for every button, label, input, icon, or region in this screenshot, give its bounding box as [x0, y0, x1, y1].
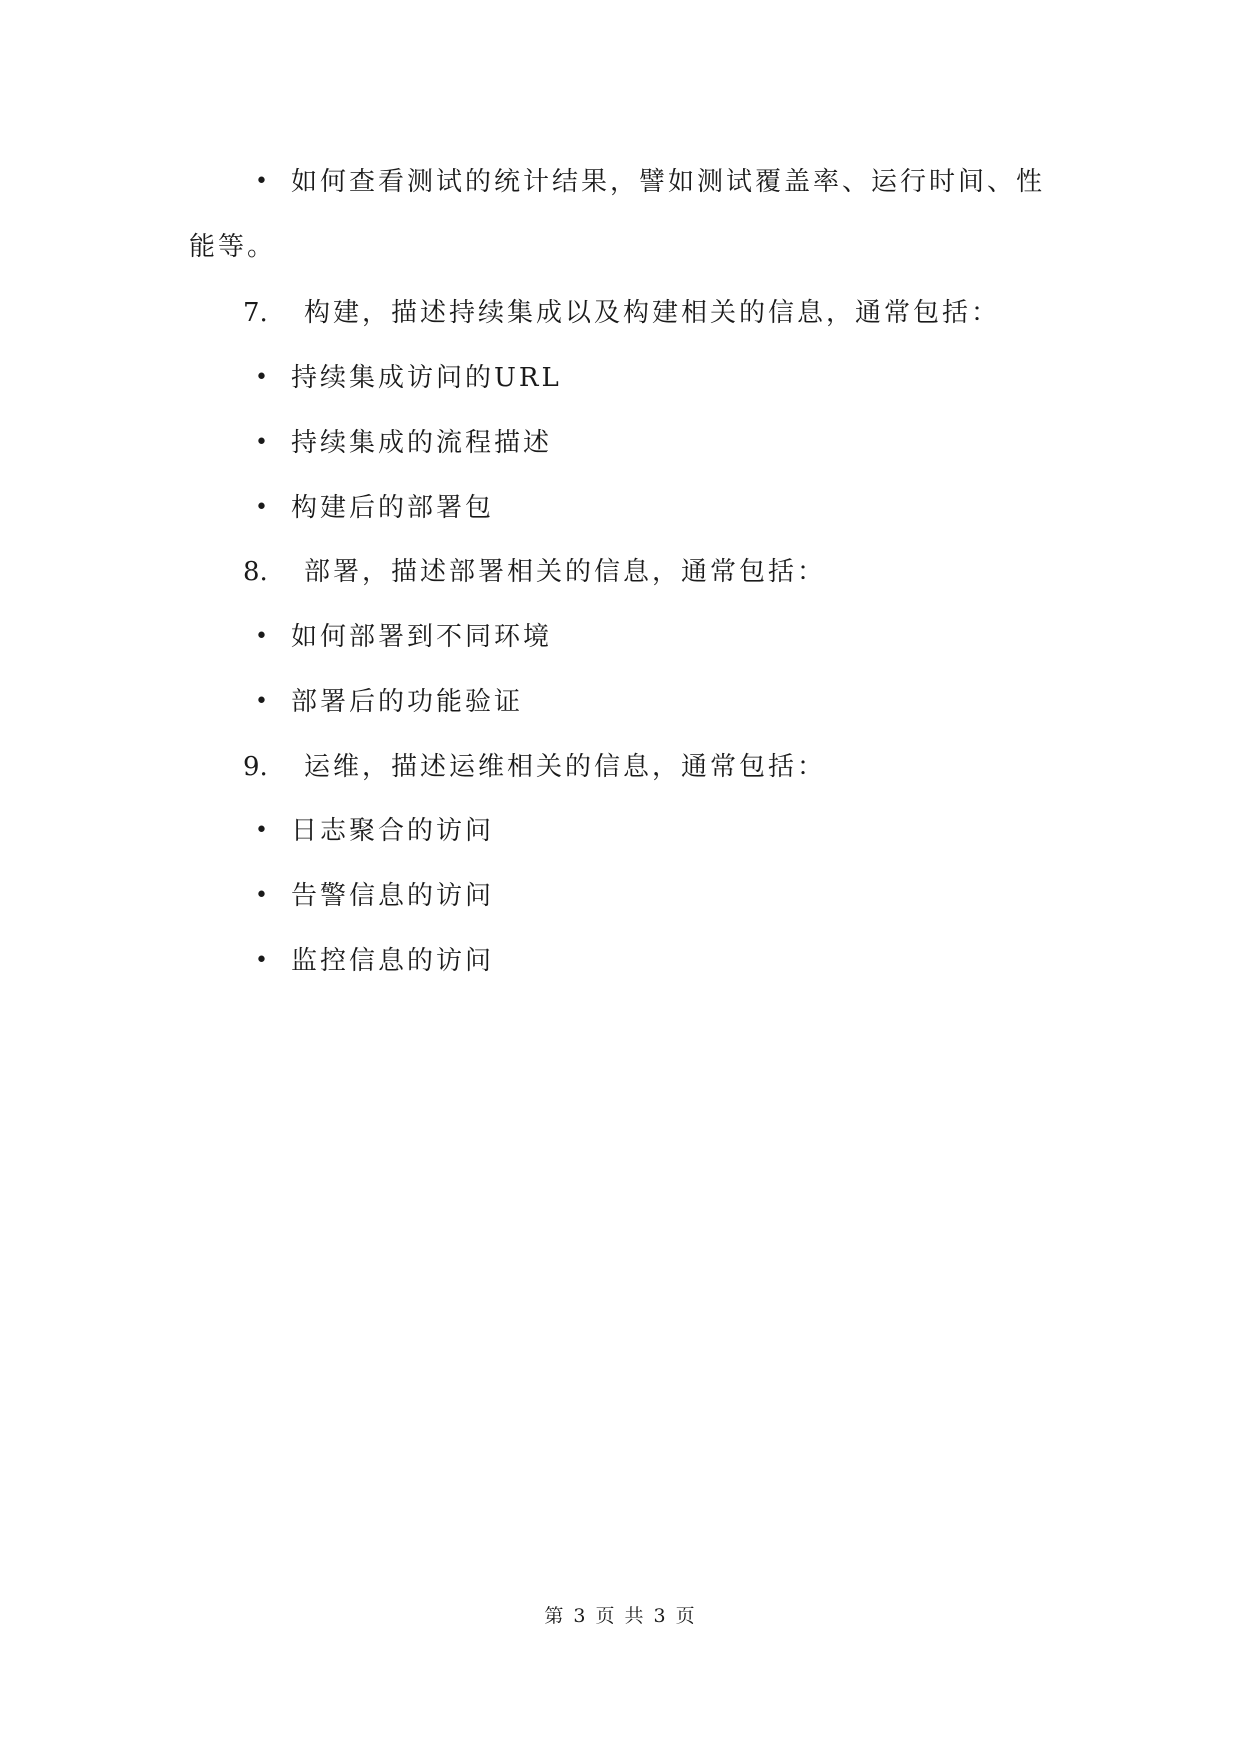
bullet-marker: • — [255, 624, 268, 649]
list-item: 日志聚合的访问 — [291, 816, 495, 846]
bullet-marker: • — [255, 169, 268, 194]
bullet-marker: • — [255, 689, 268, 714]
list-item: 如何部署到不同环境 — [291, 622, 553, 652]
section-heading-8: 部署，描述部署相关的信息，通常包括： — [304, 557, 827, 587]
list-item: 监控信息的访问 — [291, 946, 495, 976]
bullet-marker: • — [255, 883, 268, 908]
section-heading-7: 构建，描述持续集成以及构建相关的信息，通常包括： — [304, 298, 1001, 328]
list-item: 部署后的功能验证 — [291, 687, 524, 717]
list-item: 告警信息的访问 — [291, 881, 495, 911]
bullet-marker: • — [255, 948, 268, 973]
list-item: 持续集成访问的URL — [291, 363, 562, 393]
bullet-marker: • — [255, 495, 268, 520]
section-number-7: 7. — [243, 298, 268, 328]
section-number-8: 8. — [243, 557, 268, 587]
list-item: 构建后的部署包 — [291, 493, 495, 523]
list-item: 持续集成的流程描述 — [291, 428, 553, 458]
bullet-marker: • — [255, 430, 268, 455]
page-footer: 第 3 页 共 3 页 — [544, 1605, 697, 1627]
bullet-marker: • — [255, 818, 268, 843]
section-number-9: 9. — [243, 752, 268, 782]
bullet-text-continuation: 能等。 — [189, 232, 277, 262]
bullet-marker: • — [255, 365, 268, 390]
section-heading-9: 运维，描述运维相关的信息，通常包括： — [304, 752, 827, 782]
bullet-text: 如何查看测试的统计结果，譬如测试覆盖率、运行时间、性 — [291, 167, 1046, 197]
